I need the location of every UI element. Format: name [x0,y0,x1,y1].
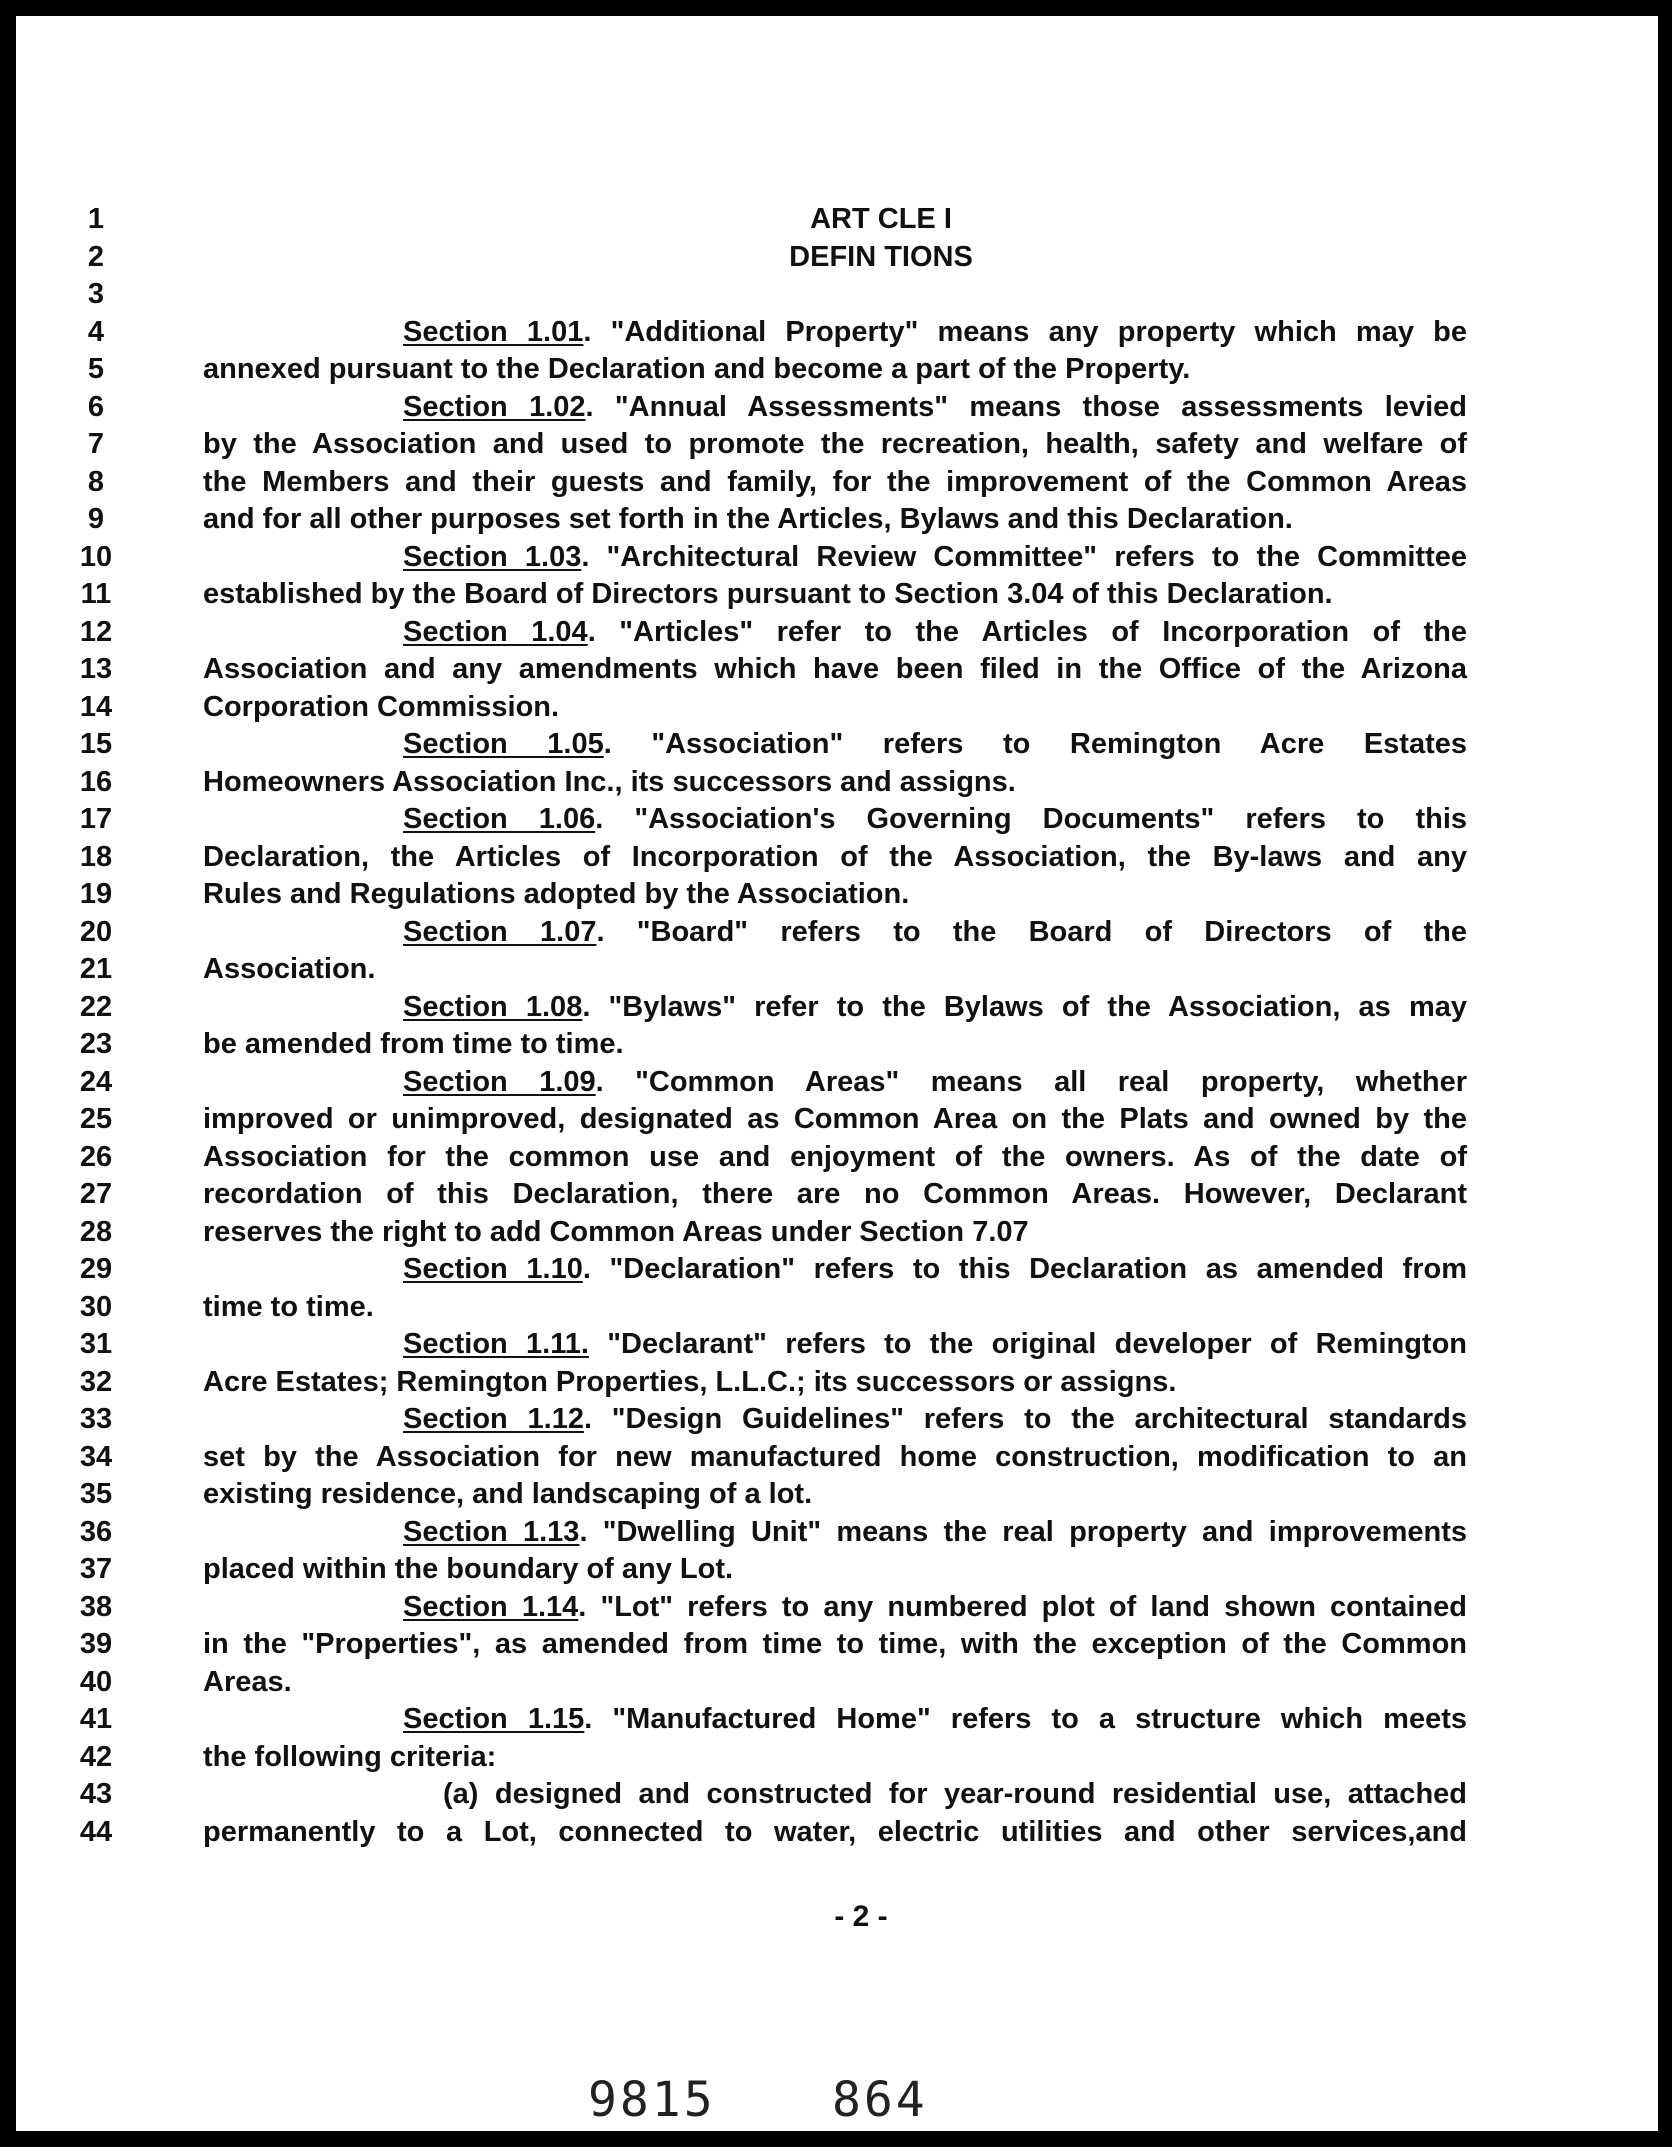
line-text [203,1139,1467,1177]
line-number: 30 [79,1290,113,1323]
line-number: 29 [79,1253,113,1285]
line-number: 2 [87,240,105,273]
line-body-text: . "Dwelling Unit" means the real property and improvements [579,1515,1467,1548]
line-text [403,1589,1467,1627]
document-line [0,1776,1672,1814]
line-number: 23 [79,1028,113,1060]
section-reference: Section 1.13 [403,1515,580,1548]
section-reference: Section 1.11. [403,1328,589,1360]
line-text [203,464,1467,502]
document-line [0,426,1672,464]
document-line [0,689,1672,727]
line-body-text: improved or unimproved, designated as Common Area on the Plats and owned by the [203,1103,1467,1135]
line-body-text: permanently to a Lot, connected to water, electric utilities and other services,and [203,1815,1467,1848]
article-heading: ART CLE I [810,203,952,235]
section-reference: Section 1.15 [403,1703,585,1735]
line-body-text: . "Lot" refers to any numbered plot of land shown contained [578,1590,1467,1623]
line-number: 1 [87,203,105,235]
line-body-text: time to time. [203,1290,374,1323]
section-reference: Section 1.12 [403,1403,584,1435]
line-body-text: . "Annual Assessments" means those assessments levied [585,390,1467,423]
line-body-text: Association and any amendments which have been filed in the Office of the Arizona [203,653,1467,685]
line-body-text: the following criteria: [203,1740,497,1773]
line-body-text: placed within the boundary of any Lot. [203,1553,734,1585]
line-number: 43 [79,1778,113,1810]
document-line [0,1439,1672,1477]
document-line [0,839,1672,877]
line-number: 18 [79,840,113,873]
line-text [403,989,1467,1027]
document-line [0,1064,1672,1102]
line-body-text: Homeowners Association Inc., its successors and assigns. [203,765,1016,798]
section-reference: Section 1.05 [403,728,604,760]
line-number: 41 [79,1703,113,1735]
line-number: 6 [87,390,105,423]
line-text [403,801,1467,839]
document-line [0,726,1672,764]
document-line [0,651,1672,689]
line-body-text: be amended from time to time. [203,1028,624,1060]
line-number: 21 [79,953,113,985]
line-number: 11 [80,578,112,610]
line-number: 33 [79,1403,113,1435]
line-text [203,1664,1467,1702]
line-text [203,501,1467,539]
document-line [0,1101,1672,1139]
document-line [0,1214,1672,1252]
line-text [403,539,1467,577]
line-text [203,1214,1467,1252]
document-line [0,1589,1672,1627]
line-number: 38 [79,1590,113,1623]
line-text [203,576,1467,614]
line-body-text: in the "Properties", as amended from time to time, with the exception of the Common [203,1628,1467,1660]
line-text [403,726,1467,764]
line-number: 20 [79,915,113,948]
line-number: 35 [79,1478,113,1510]
line-text [403,1401,1467,1439]
line-number: 36 [79,1515,113,1548]
line-number: 44 [79,1815,113,1848]
section-reference: Section 1.04 [403,615,588,648]
line-text [203,1739,1467,1777]
line-text [403,1514,1467,1552]
line-number: 12 [79,615,113,648]
line-text [403,1701,1467,1739]
document-line [0,389,1672,427]
section-reference: Section 1.01 [403,315,584,348]
section-reference: Section 1.03 [403,540,582,573]
line-body-text: Association for the common use and enjoyment of the owners. As of the date of [203,1140,1467,1173]
line-body-text: . "Bylaws" refer to the Bylaws of the Association, as may [582,990,1467,1023]
document-line [0,801,1672,839]
document-line [0,464,1672,502]
line-number: 26 [79,1140,113,1173]
line-text [203,351,1467,389]
document-line [0,1664,1672,1702]
line-text [203,1814,1467,1852]
line-text [203,1439,1467,1477]
document-line [0,1551,1672,1589]
document-line [0,201,1672,239]
document-line [0,951,1672,989]
line-number: 31 [79,1328,113,1360]
line-body-text: . "Articles" refer to the Articles of Incorporation of the [587,615,1467,648]
line-number: 25 [79,1103,113,1135]
line-body-text: . "Association" refers to Remington Acre Estates [603,728,1468,760]
line-text [403,389,1467,427]
document-line [0,1626,1672,1664]
article-subheading: DEFIN TIONS [789,240,973,273]
line-text [203,651,1467,689]
line-text [203,1176,1467,1214]
line-text [203,1289,1467,1327]
line-number: 24 [79,1065,113,1098]
line-body-text: Acre Estates; Remington Properties, L.L.C.; its successors or assigns. [203,1365,1177,1398]
line-text [203,1626,1467,1664]
line-body-text: . "Manufactured Home" refers to a structure which meets [584,1703,1468,1735]
line-body-text: annexed pursuant to the Declaration and become a part of the Property. [203,353,1191,385]
line-body-text: . "Declaration" refers to this Declaration as amended from [582,1253,1467,1285]
line-number: 27 [79,1178,113,1210]
section-reference: Section 1.07 [403,915,597,948]
line-body-text: (a) designed and constructed for year-round residential use, attached [443,1778,1467,1810]
section-reference: Section 1.10 [403,1253,583,1285]
line-text [403,914,1467,952]
line-text [403,1326,1467,1364]
document-line [0,276,1672,314]
line-body-text: and for all other purposes set forth in the Articles, Bylaws and this Declaration. [203,503,1293,535]
line-number: 13 [79,653,113,685]
line-number: 39 [79,1628,113,1660]
document-line [0,1176,1672,1214]
line-text [443,1776,1467,1814]
line-number: 16 [79,765,113,798]
line-body-text: set by the Association for new manufactured home construction, modification to an [203,1440,1467,1473]
document-line [0,1701,1672,1739]
line-body-text: Association. [203,953,376,985]
line-text [203,1026,1467,1064]
line-text [203,1101,1467,1139]
recording-stamp-page: 864 [832,2072,928,2128]
line-body-text: . "Common Areas" means all real property, whether [595,1065,1467,1098]
document-line [0,1514,1672,1552]
line-number: 40 [79,1665,113,1698]
line-body-text: . "Architectural Review Committee" refers to the Committee [581,540,1467,573]
line-text [203,689,1467,727]
document-line [0,1476,1672,1514]
line-body-text: Declaration, the Articles of Incorporation of the Association, the By-laws and any [203,840,1467,873]
line-text [203,951,1467,989]
line-text [403,314,1467,352]
line-body-text: established by the Board of Directors pursuant to Section 3.04 of this Declaration. [203,578,1333,610]
recording-stamp-book: 9815 [588,2072,716,2128]
line-body-text: . "Additional Property" means any property which may be [583,315,1467,348]
line-number: 8 [87,465,105,498]
line-body-text: Rules and Regulations adopted by the Association. [203,878,910,910]
document-line [0,1026,1672,1064]
document-line [0,501,1672,539]
document-line [0,764,1672,802]
document-line [0,1364,1672,1402]
line-body-text: . "Association's Governing Documents" refers to this [595,803,1468,835]
line-body-text: Corporation Commission. [203,690,560,723]
line-number: 37 [79,1553,113,1585]
line-text [403,1251,1467,1289]
document-line [0,351,1672,389]
section-reference: Section 1.08 [403,990,583,1023]
page-number: - 2 - [834,1900,888,1933]
line-text [403,1064,1467,1102]
line-text [203,1364,1467,1402]
document-line [0,239,1672,277]
line-text [203,426,1467,464]
line-body-text: . "Board" refers to the Board of Directors of the [596,915,1467,948]
line-number: 14 [79,690,113,723]
section-reference: Section 1.02 [403,390,586,423]
document-line [0,1139,1672,1177]
document-line [0,1401,1672,1439]
line-text [403,614,1467,652]
line-text [203,1551,1467,1589]
document-line [0,989,1672,1027]
line-number: 7 [87,428,105,460]
section-reference: Section 1.14 [403,1590,579,1623]
line-body-text: existing residence, and landscaping of a lot. [203,1478,813,1510]
document-line [0,1739,1672,1777]
line-body-text: reserves the right to add Common Areas under Section 7.07 [203,1215,1029,1248]
line-text [203,1476,1467,1514]
line-number: 17 [79,803,113,835]
line-number: 9 [87,503,105,535]
document-line [0,876,1672,914]
line-number: 10 [79,540,113,573]
line-body-text: Areas. [203,1665,292,1698]
section-reference: Section 1.09 [403,1065,596,1098]
line-body-text: recordation of this Declaration, there are no Common Areas. However, Declarant [203,1178,1467,1210]
line-number: 32 [79,1365,113,1398]
document-line [0,1251,1672,1289]
line-number: 28 [79,1215,113,1248]
line-number: 34 [79,1440,113,1473]
line-body-text: "Declarant" refers to the original developer of Remington [588,1328,1468,1360]
line-number: 15 [79,728,113,760]
document-line [0,614,1672,652]
document-line [0,1814,1672,1852]
line-number: 5 [87,353,105,385]
document-line [0,314,1672,352]
line-body-text: the Members and their guests and family, for the improvement of the Common Areas [203,465,1467,498]
line-number: 3 [87,278,105,310]
line-number: 22 [79,990,113,1023]
line-body-text: by the Association and used to promote the recreation, health, safety and welfare of [203,428,1467,460]
document-line [0,914,1672,952]
line-number: 4 [87,315,105,348]
line-number: 42 [79,1740,113,1773]
line-body-text: . "Design Guidelines" refers to the architectural standards [583,1403,1467,1435]
document-line [0,539,1672,577]
line-text [203,839,1467,877]
section-reference: Section 1.06 [403,803,596,835]
document-line [0,1326,1672,1364]
line-number: 19 [79,878,113,910]
document-line [0,576,1672,614]
document-line [0,1289,1672,1327]
line-text [203,876,1467,914]
line-text [203,764,1467,802]
